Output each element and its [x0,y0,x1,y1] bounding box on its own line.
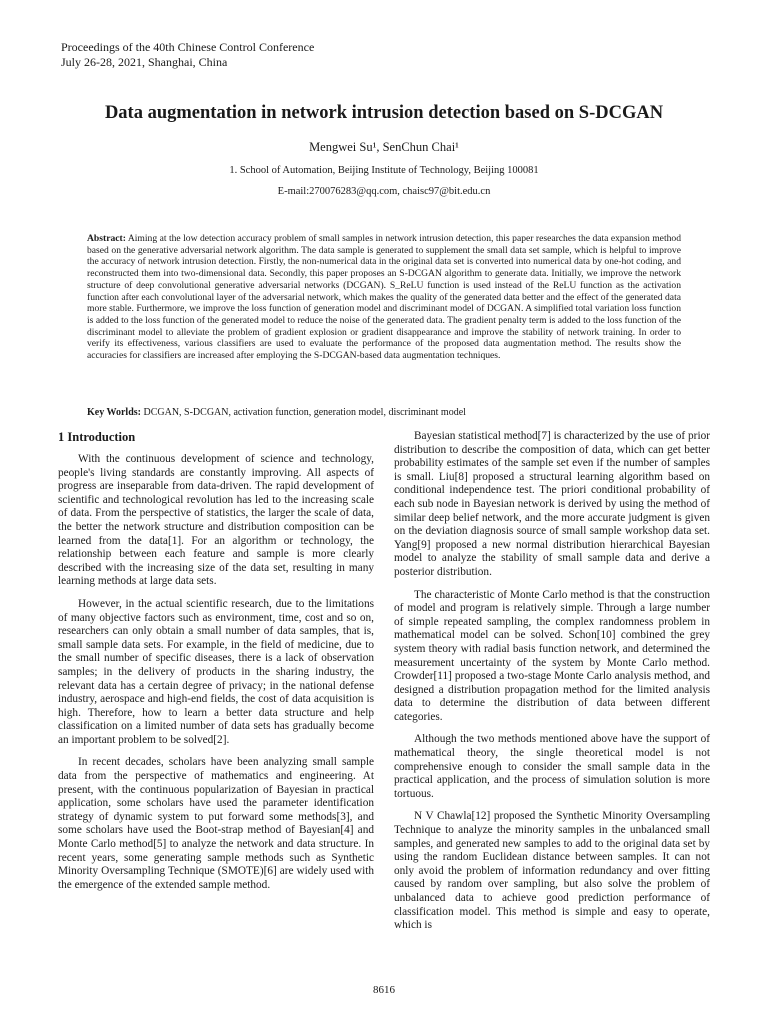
conference-name: Proceedings of the 40th Chinese Control Conference [61,40,315,54]
affiliation: 1. School of Automation, Beijing Institute of Technology, Beijing 100081 [229,165,539,176]
paragraph: However, in the actual scientific research, due to the limitations of many objective factors such as environment, time, cost and so on, researchers can only obtain a small number of data samples, that is, small sample data sets. For example, in the field of medicine, due to the small number of specific diseases, there is a lack of observation samples; in the delivery of products in the sharing industry, the relevant data has a certain degree of privacy; in the national defense industry, aerospace and high-end fields, the cost of data acquisition is high. Therefore, how to learn a better data structure and help classification on a limited number of data sets has gradually become an important problem to be solved[2]. [58,597,374,746]
paragraph: N V Chawla[12] proposed the Synthetic Minority Oversampling Technique to analyze the minority samples in the unbalanced small samples, and generated new samples to add to the original data set by using the random Euclidean distance between samples. It can not only avoid the problem of information redundancy and over fitting caused by random over sampling, but also solve the problem of unbalanced data to achieve good prediction performance of classification model. This method is simple and easy to operate, which is [394,810,710,932]
abstract-text: Aiming at the low detection accuracy problem of small samples in network intrusion detection, this paper researches the data expansion method based on the generative adversarial network algorithm. The data sample is generated to supplement the small data set sample, which is helpful to improve the accuracy of network intrusion detection. Firstly, the non-numerical data in the original data set is converted into numerical data by one-hot coding, and reconstructed them into two-dimensional data. Secondly, this paper proposes an S-DCGAN algorithm to generate data. Initially, we improve the network structure of deep convolutional generative adversarial networks (DCGAN). S_ReLU function is used instead of the ReLU function as the activation function after each convolutional layer of the adversarial network, which makes the quality of the generated data better and the effect of the generated data more stable. Furthermore, we improve the loss function of generation model and discriminant model of DCGAN. A simplified total variation loss function is added to the loss function of the generated model to reduce the noise of the generated data. The gradient penalty term is added to the loss function of the discriminant model to alleviate the problem of gradient explosion or gradient disappearance and improve the stability of network training. In order to verify its effectiveness, various classifiers are used to evaluate the performance of the proposed data augmentation method. The results show the accuracies for classifiers are increased after employing the S-DCGAN-based data augmentation techniques. [87,233,681,362]
right-column [394,430,710,942]
abstract-label: Abstract: [87,233,126,244]
paragraph: With the continuous development of science and technology, people's living standards are constantly improving. All aspects of progress are inseparable from data-driven. The rapid development of scientific and technological revolution has led to the increasing scale of data. From the perspective of statistics, the larger the scale of data, the better the network structure and distribution composition can be learned from the data[1]. For an algorithm or technology, the relationship between each feature and sample is more clearly described with the increasing size of the data set, resulting in many learning methods at large data sets. [58,453,374,588]
conference-date-location: July 26-28, 2021, Shanghai, China [61,55,228,69]
page-number: 8616 [373,984,395,996]
left-column [58,430,374,901]
paragraph: Bayesian statistical method[7] is characterized by the use of prior distribution to describe the composition of data, which can get better probability estimates of the sample set even if the number of samples is small. Liu[8] proposed a structural learning algorithm based on conditional independence test. The priori conditional probability of each sub node in Bayesian network is derived by using the method of similar deep belief network, and the more accurate judgment is given on the deviation diagnosis source of small sample workshop data set. Yang[9] proposed a new normal distribution hierarchical Bayesian model to analyze the stability of small sample data and derive a posterior distribution. [394,430,710,578]
email: E-mail:270076283@qq.com, chaisc97@bit.edu.cn [277,186,491,197]
conference-header [61,40,314,70]
paragraph: Although the two methods mentioned above have the support of mathematical theory, the single theoretical model is not comprehensive enough to consider the small sample data in the practical application, and the process of simulation solution is more tortuous. [394,733,710,800]
keywords-label: Key Worlds: [87,407,141,418]
paragraph: In recent decades, scholars have been analyzing small sample data from the perspective of mathematics and engineering. At present, with the continuous popularization of Bayesian in practical application, some scholars have used the parameter identification strategy of dynamic system to put forward some methods[3], and some scholars have used the Boot-strap method of Bayesian[4] and Monte Carlo method[5] to analyze the network and data structure. In recent years, some generating sample methods such as Synthetic Minority Oversampling Technique (SMOTE)[6] are widely used with the emergence of the extended sample method. [58,756,374,891]
paragraph: The characteristic of Monte Carlo method is that the construction of model and program is relatively simple. Through a large number of simple repeated sampling, the complex randomness problem in mathematical model can be solved. Schon[10] combined the grey system theory with radial basis function network, and determined the measurement uncertainty of the system by Monte Carlo method. Crowder[11] proposed a two-stage Monte Carlo analysis method, and designed a distribution propagation method for the limited analysis data to determine the distribution of data between different categories. [394,588,710,723]
authors: Mengwei Su¹, SenChun Chai¹ [309,140,459,154]
paper-title: Data augmentation in network intrusion detection based on S-DCGAN [104,103,664,123]
abstract [87,233,681,362]
keywords-text: DCGAN, S-DCGAN, activation function, generation model, discriminant model [143,407,466,418]
keywords [87,407,681,419]
section-heading: 1 Introduction [58,430,136,444]
